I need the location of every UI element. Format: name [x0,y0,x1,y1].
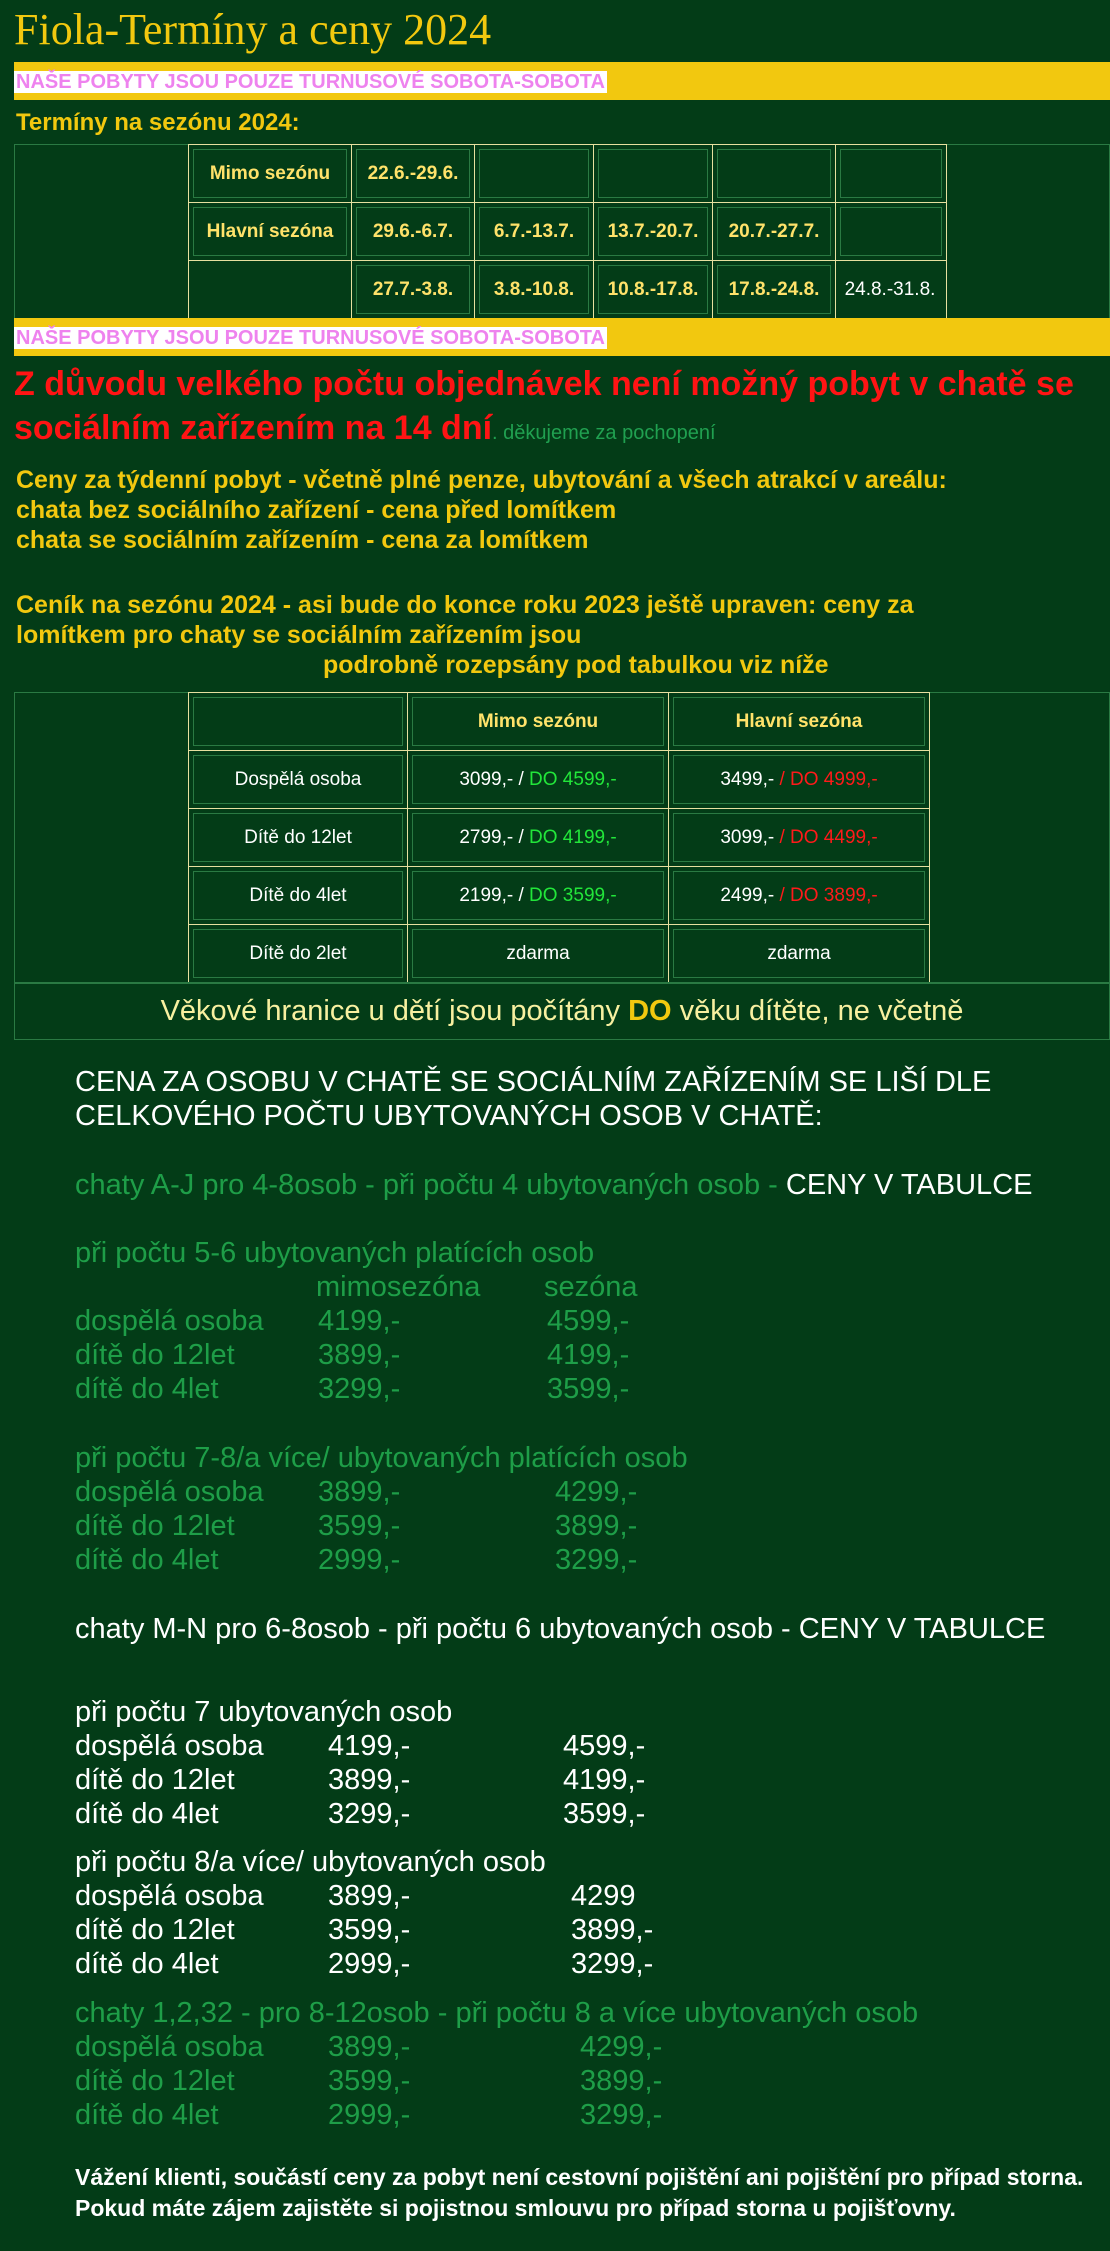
price-line [75,1509,775,1543]
price-with-bathroom: DO 4599,- [529,768,617,790]
price-header-text: Hlavní sezóna [673,697,925,746]
price-line-off-season: 3899,- [328,1764,411,1796]
price-base: 3099,- [720,826,780,848]
detail-heading-2: CELKOVÉHO POČTU UBYTOVANÝCH OSOB V CHATĚ: [75,1100,823,1132]
pricing-info [16,465,947,555]
price-label-cell [188,925,408,983]
price-line-main-season: 4599,- [547,1305,630,1337]
cottages-aj-group1-title: při počtu 5-6 ubytovaných platících osob [75,1237,595,1269]
price-line [75,1763,775,1797]
dates-cell-text: 17.8.-24.8. [717,265,831,314]
price-label: Dítě do 12let [193,813,403,862]
price-value [412,929,664,978]
price-line-off-season: 3899,- [328,2031,411,2063]
dates-cell [594,203,713,261]
price-line [75,1338,775,1372]
dates-cell [352,144,475,203]
price-base: zdarma [767,942,831,964]
price-line-label: dospělá osoba [75,2031,264,2063]
notice-thanks: . děkujeme za pochopení [492,422,716,444]
price-line-label: dospělá osoba [75,1305,264,1337]
price-row [188,925,930,983]
dates-cell-text: 6.7.-13.7. [479,207,589,256]
dates-cell-text [840,207,942,256]
price-row [188,867,930,925]
price-line [75,1879,775,1913]
dates-cell-text: Hlavní sezóna [193,207,347,256]
price-line-main-season: 4199,- [547,1339,630,1371]
info-line: chata se sociálním zařízením - cena za lomítkem [16,526,589,554]
price-base: 2799,- / [459,826,530,848]
price-line-main-season: 4299 [571,1880,636,1912]
dates-cell [475,261,594,319]
price-line [75,1475,775,1509]
price-line-off-season: 3599,- [328,2065,411,2097]
age-note-text-end: věku dítěte, ne včetně [671,995,964,1027]
dates-row [188,144,947,203]
price-line-main-season: 3599,- [563,1798,646,1830]
price-line-main-season: 3899,- [555,1510,638,1542]
dates-cell [352,203,475,261]
price-row [188,751,930,809]
price-line-off-season: 3299,- [328,1798,411,1830]
price-line-off-season: 2999,- [328,1948,411,1980]
price-line-off-season: 3899,- [318,1339,401,1371]
dates-cell-text: 10.8.-17.8. [598,265,708,314]
price-value [412,871,664,920]
dates-cell [713,261,836,319]
price-cell [669,809,930,867]
price-base: zdarma [506,942,570,964]
price-line [75,2030,775,2064]
price-value [673,813,925,862]
dates-cell-text: 24.8.-31.8. [844,278,936,300]
price-line-label: dítě do 12let [75,1914,235,1946]
tour-banner [14,62,1110,100]
price-line-off-season: 2999,- [328,2099,411,2131]
dates-cell [836,261,947,319]
price-line-off-season: 3899,- [328,1880,411,1912]
price-cell [669,751,930,809]
price-line [75,1543,775,1577]
price-header-cell [188,692,408,751]
price-line [75,1797,775,1831]
dates-cell [836,144,947,203]
price-line-main-season: 3299,- [571,1948,654,1980]
dates-cell [594,144,713,203]
dates-cell [188,144,352,203]
price-line [75,2098,775,2132]
cottages-mn-group2-title: při počtu 8/a více/ ubytovaných osob [75,1846,546,1878]
price-line-off-season: 3899,- [318,1476,401,1508]
price-with-bathroom: / DO 4999,- [779,768,878,790]
column-headers [75,1270,638,1304]
price-line-label: dítě do 4let [75,1798,219,1830]
price-line-label: dítě do 12let [75,2065,235,2097]
banner-text-repeat: NAŠE POBYTY JSOU POUZE TURNUSOVÉ SOBOTA-SOBOTA [16,327,605,349]
price-label: Dítě do 4let [193,871,403,920]
price-cell [408,751,669,809]
dates-row [188,261,947,319]
dates-cell-text: 29.6.-6.7. [356,207,470,256]
column-main-season: sezóna [544,1271,638,1303]
season-heading: Termíny na sezónu 2024: [16,109,300,136]
age-note-strong: DO [628,995,672,1027]
banner-text: NAŠE POBYTY JSOU POUZE TURNUSOVÉ SOBOTA-SOBOTA [16,71,605,93]
price-header-text [193,697,403,746]
price-line-main-season: 4599,- [563,1730,646,1762]
price-value [673,755,925,804]
price-cell [408,925,669,983]
price-line-label: dítě do 4let [75,1948,219,1980]
price-value [412,755,664,804]
dates-cell-text [717,149,831,198]
price-cell [408,809,669,867]
footer-note: Vážení klienti, součástí ceny za pobyt není cestovní pojištění ani pojištění pro případ storna. Pokud máte zájem zajistěte si pojistnou smlouvu pro případ storna u pojišťovny. [75,2164,1084,2221]
dates-cell [352,261,475,319]
cottages-mn-title: chaty M-N pro 6-8osob - při počtu 6 ubytovaných osob - CENY V TABULCE [75,1613,1046,1645]
tour-banner-repeat [14,318,1110,356]
dates-cell-text: 3.8.-10.8. [479,265,589,314]
price-line [75,2064,775,2098]
price-cell [669,925,930,983]
dates-cell [713,144,836,203]
dates-cell [836,203,947,261]
price-line-label: dítě do 12let [75,1339,235,1371]
price-line-off-season: 2999,- [318,1544,401,1576]
cottages-mn-group1-title: při počtu 7 ubytovaných osob [75,1696,453,1728]
dates-cell-text: 13.7.-20.7. [598,207,708,256]
price-line-off-season: 3599,- [318,1510,401,1542]
dates-cell [475,144,594,203]
price-base: 2499,- [720,884,780,906]
dates-cell-text: Mimo sezónu [193,149,347,198]
price-base: 3499,- [720,768,780,790]
price-line-main-season: 3299,- [580,2099,663,2131]
price-line-main-season: 3599,- [547,1373,630,1405]
price-line-main-season: 4299,- [555,1476,638,1508]
price-line-label: dítě do 12let [75,1510,235,1542]
price-line-label: dospělá osoba [75,1880,264,1912]
price-header-cell [408,692,669,751]
pricelist-info [16,590,914,680]
price-label: Dítě do 2let [193,929,403,978]
price-line-label: dospělá osoba [75,1730,264,1762]
dates-cell-text: 20.7.-27.7. [717,207,831,256]
price-value [673,929,925,978]
dates-cell-text [840,149,942,198]
price-label-cell [188,867,408,925]
price-line-label: dítě do 12let [75,1764,235,1796]
cottages-aj-title-text: chaty A-J pro 4-8osob - při počtu 4 ubytovaných osob - [75,1169,786,1201]
price-label-cell [188,751,408,809]
dates-row [188,203,947,261]
price-value [673,871,925,920]
price-line [75,1304,775,1338]
price-with-bathroom: / DO 3899,- [779,884,878,906]
price-with-bathroom: / DO 4499,- [779,826,878,848]
price-table [188,692,930,983]
price-line-label: dítě do 4let [75,2099,219,2131]
price-line-label: dospělá osoba [75,1476,264,1508]
booking-notice [14,362,1104,455]
price-label-cell [188,809,408,867]
price-line-off-season: 4199,- [318,1305,401,1337]
column-off-season: mimosezóna [316,1271,481,1303]
price-header-cell [669,692,930,751]
price-line-off-season: 4199,- [328,1730,411,1762]
age-note-text: Věkové hranice u dětí jsou počítány [160,995,629,1027]
price-line-main-season: 3899,- [571,1914,654,1946]
detail-heading-1: CENA ZA OSOBU V CHATĚ SE SOCIÁLNÍM ZAŘÍZENÍM SE LIŠÍ DLE [75,1066,992,1098]
price-header-text: Mimo sezónu [412,697,664,746]
cottages-123-title: chaty 1,2,32 - pro 8-12osob - při počtu 8 a více ubytovaných osob [75,1997,919,2029]
dates-cell [713,203,836,261]
price-value [412,813,664,862]
price-line-label: dítě do 4let [75,1544,219,1576]
dates-cell-text [479,149,589,198]
info-line: chata bez sociálního zařízení - cena před lomítkem [16,496,617,524]
price-line [75,1372,775,1406]
dates-cell [475,203,594,261]
dates-cell-text: 22.6.-29.6. [356,149,470,198]
dates-table [188,144,947,319]
price-line-off-season: 3599,- [328,1914,411,1946]
price-line-main-season: 3899,- [580,2065,663,2097]
price-with-bathroom: DO 3599,- [529,884,617,906]
info-line: Ceny za týdenní pobyt - včetně plné penze, ubytování a všech atrakcí v areálu: [16,466,947,494]
dates-cell [188,203,352,261]
price-base: 2199,- / [459,884,530,906]
price-cell [408,867,669,925]
price-line [75,1947,775,1981]
pricelist-line: podrobně rozepsány pod tabulkou viz níže [323,651,829,679]
cottages-aj-title [75,1168,1032,1202]
price-line-main-season: 4299,- [580,2031,663,2063]
pricelist-line: lomítkem pro chaty se sociálním zařízením jsou [16,621,582,649]
price-cell [669,867,930,925]
price-header-row [188,692,930,751]
cottages-aj-group2-title: při počtu 7-8/a více/ ubytovaných platících osob [75,1442,688,1474]
price-row [188,809,930,867]
price-line-main-season: 4199,- [563,1764,646,1796]
price-line-label: dítě do 4let [75,1373,219,1405]
price-with-bathroom: DO 4199,- [529,826,617,848]
dates-cell-text [193,266,345,313]
pricelist-line: Ceník na sezónu 2024 - asi bude do konce roku 2023 ještě upraven: ceny za [16,591,914,619]
price-line [75,1729,775,1763]
cottages-aj-title-highlight: CENY V TABULCE [785,1169,1033,1201]
dates-cell-text: 27.7.-3.8. [356,265,470,314]
dates-cell [594,261,713,319]
price-line-off-season: 3299,- [318,1373,401,1405]
price-base: 3099,- / [459,768,530,790]
notice-text: Z důvodu velkého počtu objednávek není možný pobyt v chatě se sociálním zařízením na 14 dní [14,365,1074,447]
price-line [75,1913,775,1947]
price-label: Dospělá osoba [193,755,403,804]
dates-cell [188,261,352,319]
age-note [14,982,1110,1040]
price-line-main-season: 3299,- [555,1544,638,1576]
page-title: Fiola-Termíny a ceny 2024 [14,5,492,54]
dates-cell-text [598,149,708,198]
